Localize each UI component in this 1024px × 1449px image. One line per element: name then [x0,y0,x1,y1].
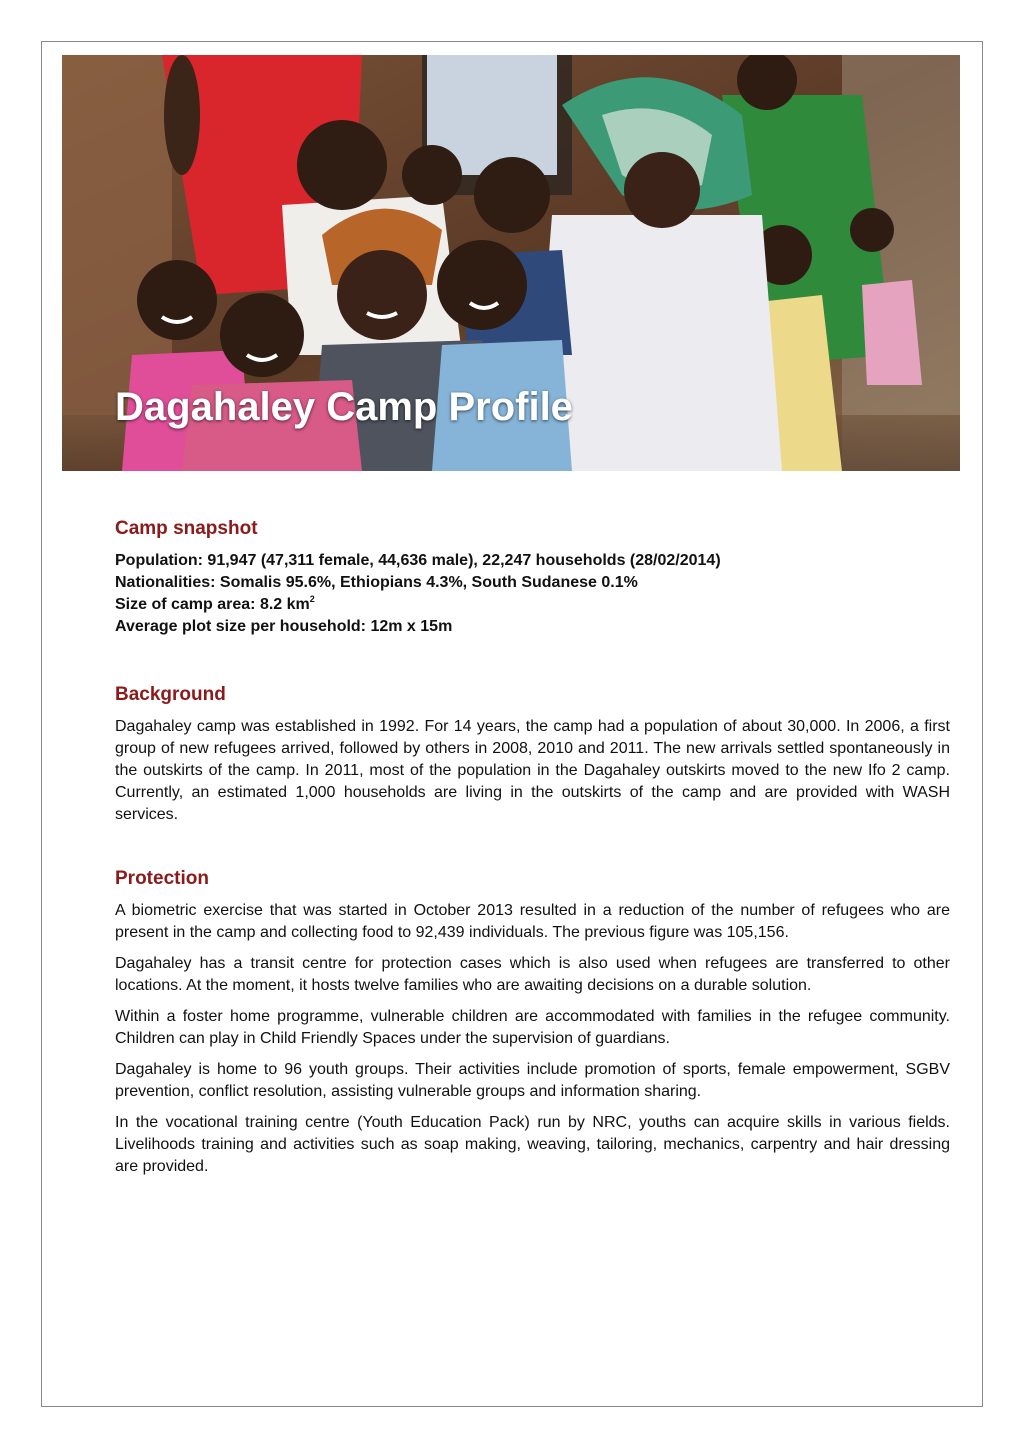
protection-paragraph: A biometric exercise that was started in October 2013 resulted in a reduction of the number of refugees who are present in the camp and collecting food to 92,439 individuals. The previous figure was 105,156. [115,902,950,941]
protection-paragraph: Within a foster home programme, vulnerable children are accommodated with families in the refugee community. Children can play in Child Friendly Spaces under the supervision of guardians. [115,1008,950,1047]
background-section [115,682,950,826]
camp-snapshot-section [115,516,950,638]
nationalities-line: Nationalities: Somalis 95.6%, Ethiopians 4.3%, South Sudanese 0.1% [115,574,638,591]
plot-size-line: Average plot size per household: 12m x 15m [115,618,453,635]
protection-heading: Protection [115,868,209,889]
protection-paragraph: Dagahaley is home to 96 youth groups. Their activities include promotion of sports, female empowerment, SGBV prevention, conflict resolution, assisting vulnerable groups and information sharing. [115,1061,950,1100]
background-paragraph: Dagahaley camp was established in 1992. For 14 years, the camp had a population of about 30,000. In 2006, a first group of new refugees arrived, followed by others in 2008, 2010 and 2011. The new arrivals settled spontaneously in the outskirts of the camp. In 2011, most of the population in the Dagahaley outskirts moved to the new Ifo 2 camp. Currently, an estimated 1,000 households are living in the outskirts of the camp and are provided with WASH services. [115,718,950,823]
background-heading: Background [115,684,226,705]
protection-paragraph: In the vocational training centre (Youth Education Pack) run by NRC, youths can acquire skills in various fields. Livelihoods training and activities such as soap making, weaving, tailoring, mechanics, carpentry and hair dressing are provided. [115,1114,950,1175]
main-content [115,516,950,1178]
camp-snapshot-heading: Camp snapshot [115,518,258,539]
population-line: Population: 91,947 (47,311 female, 44,636 male), 22,247 households (28/02/2014) [115,552,721,569]
camp-area-superscript: 2 [309,594,315,604]
camp-area-line [115,594,950,616]
camp-snapshot-list [115,550,950,638]
camp-area-label: Size of camp area: 8.2 km [115,596,310,613]
header-photo [62,55,960,471]
page-title: Dagahaley Camp Profile [115,385,573,429]
protection-paragraph: Dagahaley has a transit centre for protection cases which is also used when refugees are transferred to other locations. At the moment, it hosts twelve families who are awaiting decisions on a durable solution. [115,955,950,994]
protection-section [115,866,950,1178]
